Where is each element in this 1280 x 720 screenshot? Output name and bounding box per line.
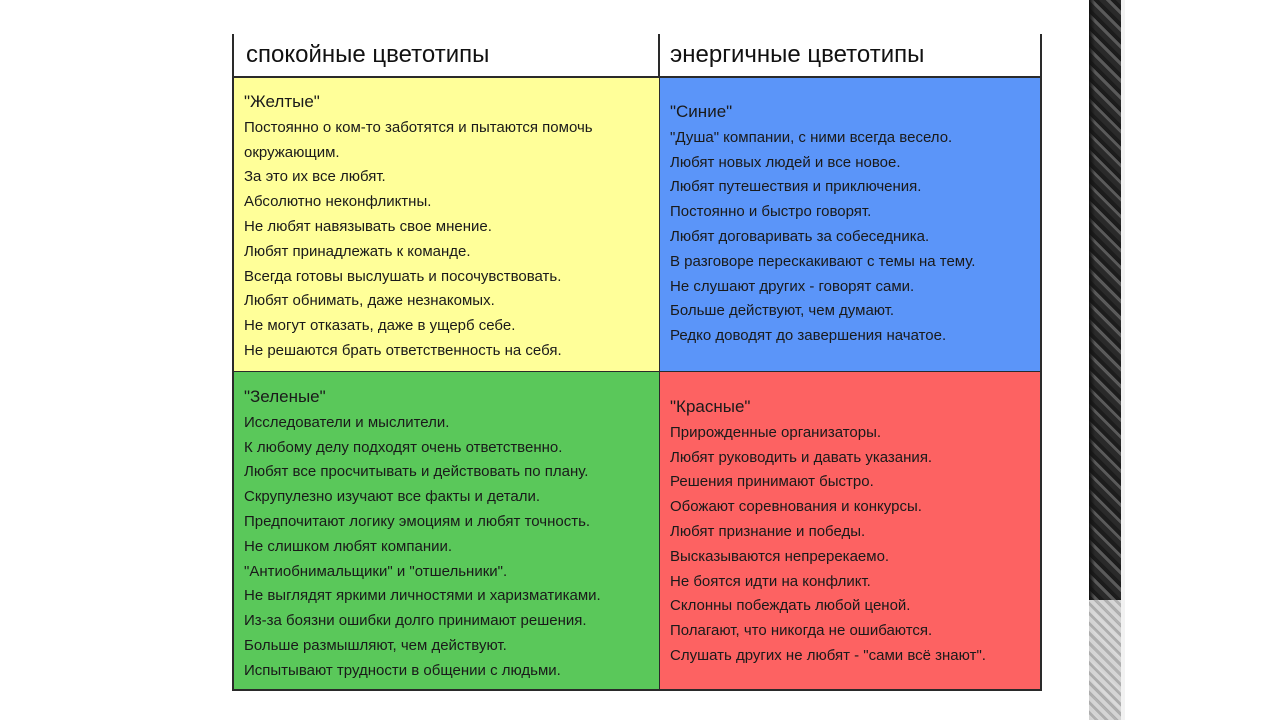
list-item: Обожают соревнования и конкурсы. [670, 498, 922, 516]
list-item: "Душа" компании, с ними всегда весело. [670, 128, 953, 146]
list-item: Всегда готовы выслушать и посочувствовать. [244, 267, 562, 285]
cell-yellow [232, 78, 660, 372]
list-item: Больше действуют, чем думают. [670, 302, 895, 320]
cell-red [660, 372, 1042, 691]
header-energetic-types: энергичные цветотипы [660, 34, 1042, 78]
list-item: Абсолютно неконфликтны. [244, 193, 432, 211]
list-item: Не выглядят яркими личностями и харизматиками. [244, 587, 601, 605]
list-item: В разговоре перескакивают с темы на тему. [670, 252, 976, 270]
list-item: Не могут отказать, даже в ущерб себе. [244, 317, 516, 335]
list-item: Прирожденные организаторы. [670, 423, 882, 441]
list-item: Постоянно о ком-то заботятся и пытаются помочь окружающим. [244, 118, 593, 161]
cell-green [232, 372, 660, 691]
list-item: К любому делу подходят очень ответственно. [244, 438, 563, 456]
list-item: Любят новых людей и все новое. [670, 153, 901, 171]
list-item: Не боятся идти на конфликт. [670, 572, 871, 590]
cell-yellow-title: "Желтые" [244, 92, 320, 111]
list-item: Любят путешествия и приключения. [670, 178, 922, 196]
list-item: Полагают, что никогда не ошибаются. [670, 622, 933, 640]
list-item: Любят принадлежать к команде. [244, 242, 471, 260]
list-item: Любят признание и победы. [670, 522, 866, 540]
list-item: Склонны побеждать любой ценой. [670, 597, 911, 615]
list-item: Любят все просчитывать и действовать по плану. [244, 463, 589, 481]
list-item: Испытывают трудности в общении с людьми. [244, 661, 561, 679]
cell-green-title: "Зеленые" [244, 387, 326, 406]
list-item: За это их все любят. [244, 168, 386, 186]
list-item: Редко доводят до завершения начатое. [670, 327, 947, 345]
list-item: "Антиобнимальщики" и "отшельники". [244, 562, 508, 580]
list-item: Не слушают других - говорят сами. [670, 277, 915, 295]
list-item: Не слишком любят компании. [244, 537, 453, 555]
list-item: Решения принимают быстро. [670, 473, 874, 491]
color-types-table [232, 34, 1042, 691]
list-item: Исследователи и мыслители. [244, 413, 450, 431]
cell-blue-title: "Синие" [670, 102, 733, 121]
list-item: Слушать других не любят - "сами всё знают". [670, 646, 986, 664]
list-item: Любят договаривать за собеседника. [670, 227, 930, 245]
decorative-side-bar [1089, 0, 1121, 720]
list-item: Предпочитают логику эмоциям и любят точность. [244, 512, 591, 530]
list-item: Больше размышляют, чем действуют. [244, 636, 507, 654]
list-item: Любят руководить и давать указания. [670, 448, 933, 466]
list-item: Скрупулезно изучают все факты и детали. [244, 488, 541, 506]
list-item: Из-за боязни ошибки долго принимают решения. [244, 612, 587, 630]
list-item: Любят обнимать, даже незнакомых. [244, 292, 495, 310]
list-item: Постоянно и быстро говорят. [670, 203, 872, 221]
right-edge-divider [1121, 0, 1125, 720]
cell-red-title: "Красные" [670, 397, 751, 416]
side-bar-fade [1089, 600, 1121, 720]
cell-blue [660, 78, 1042, 372]
header-calm-types: спокойные цветотипы [232, 34, 660, 78]
list-item: Высказываются непререкаемо. [670, 547, 890, 565]
list-item: Не решаются брать ответственность на себя. [244, 341, 562, 359]
list-item: Не любят навязывать свое мнение. [244, 217, 492, 235]
